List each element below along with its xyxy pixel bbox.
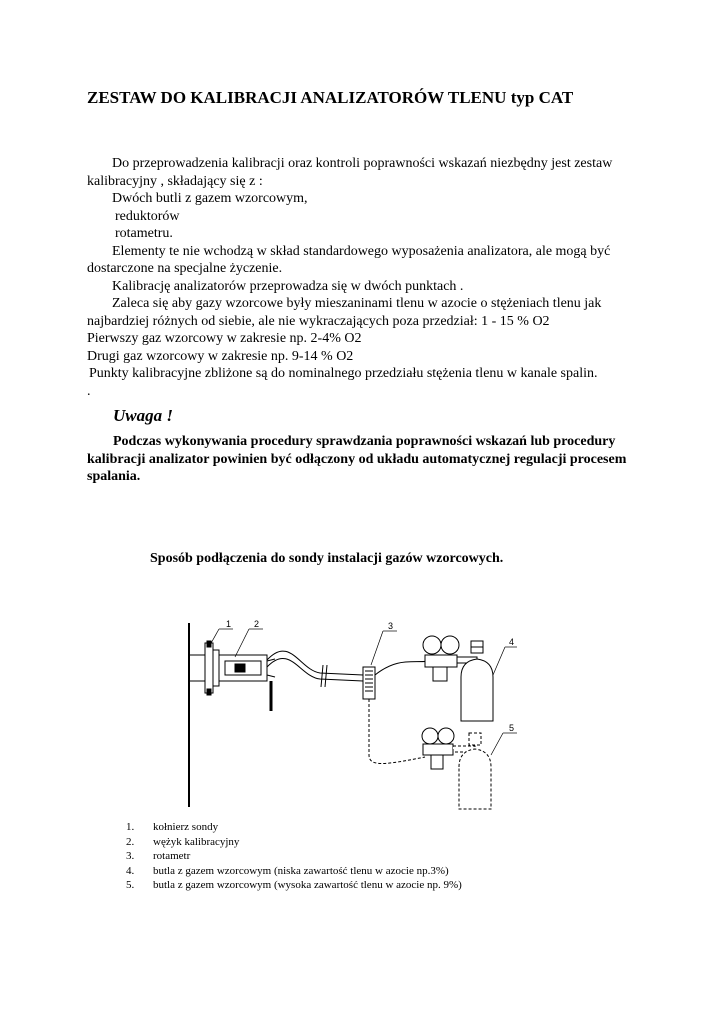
- paragraph-intro: Do przeprowadzenia kalibracji oraz kontroli poprawności wskazań niezbędny jest zestaw kalibracyjny , składający się z :: [87, 156, 613, 189]
- legend-text: rotametr: [153, 850, 191, 862]
- label-5: 5: [509, 723, 515, 733]
- calibration-hose: [267, 651, 363, 675]
- legend-number: 4.: [126, 864, 135, 877]
- legend-text: butla z gazem wzorcowym (wysoka zawartość tlenu w azocie np. 9%): [153, 879, 462, 891]
- legend-number: 3.: [126, 850, 135, 862]
- warning-title: Uwaga !: [113, 406, 173, 425]
- body-text: [87, 155, 647, 400]
- paragraph-gas-mixtures: Zaleca się aby gazy wzorcowe były mieszaninami tlenu w azocie o stężeniach tlenu jak najbardziej różnych od siebie, ale nie wykraczających poza przedział: 1 - 15 % O2: [87, 296, 602, 329]
- gas-cylinder-1: [461, 641, 493, 721]
- diagram-title: Sposób podłączenia do sondy instalacji gazów wzorcowych.: [150, 551, 504, 566]
- legend-text: wężyk kalibracyjny: [153, 835, 240, 848]
- legend-item: [126, 878, 462, 893]
- diagram-legend: [126, 820, 462, 893]
- document-title: ZESTAW DO KALIBRACJI ANALIZATORÓW TLENU typ CAT: [87, 88, 574, 107]
- probe-flange: [189, 641, 219, 695]
- legend-item: [126, 820, 462, 835]
- paragraph-equipment: Elementy te nie wchodzą w skład standardowego wyposażenia analizatora, ale mogą być dostarczone na specjalne życzenie.: [87, 243, 611, 276]
- legend-number: 1.: [126, 821, 135, 833]
- list-item-rotameter: rotametru.: [115, 226, 173, 241]
- legend-item: [126, 835, 462, 850]
- label-3: 3: [388, 621, 394, 631]
- warning-text: Podczas wykonywania procedury sprawdzania poprawności wskazań lub procedury kalibracji analizator powinien być odłączony od układu automatycznej regulacji procesem spalania.: [87, 434, 627, 484]
- rotameter: [363, 667, 375, 699]
- legend-item: [126, 864, 462, 879]
- paragraph-dot: .: [87, 383, 91, 399]
- probe-head: [219, 655, 275, 711]
- legend-text: kołnierz sondy: [153, 821, 219, 833]
- connection-diagram: [175, 615, 535, 815]
- list-item-cylinders: Dwóch butli z gazem wzorcowym,: [112, 191, 308, 206]
- legend-item: [126, 849, 462, 864]
- gas-line-2: [369, 699, 425, 764]
- legend-text: butla z gazem wzorcowym (niska zawartość tlenu w azocie np.3%): [153, 864, 449, 877]
- gas-cylinder-2: [459, 733, 491, 809]
- list-item-reducers: reduktorów: [115, 208, 180, 224]
- paragraph-second-gas: Drugi gaz wzorcowy w zakresie np. 9-14 % O2: [87, 348, 354, 364]
- legend-number: 5.: [126, 879, 135, 891]
- legend-number: 2.: [126, 835, 135, 848]
- paragraph-two-points: Kalibrację analizatorów przeprowadza się w dwóch punktach .: [112, 278, 464, 294]
- paragraph-first-gas: Pierwszy gaz wzorcowy w zakresie np. 2-4% O2: [87, 331, 362, 346]
- paragraph-calibration-points: Punkty kalibracyjne zbliżone są do nominalnego przedziału stężenia tlenu w kanale spalin.: [89, 366, 598, 381]
- label-2: 2: [254, 619, 260, 629]
- label-1: 1: [226, 619, 232, 629]
- label-4: 4: [509, 637, 515, 647]
